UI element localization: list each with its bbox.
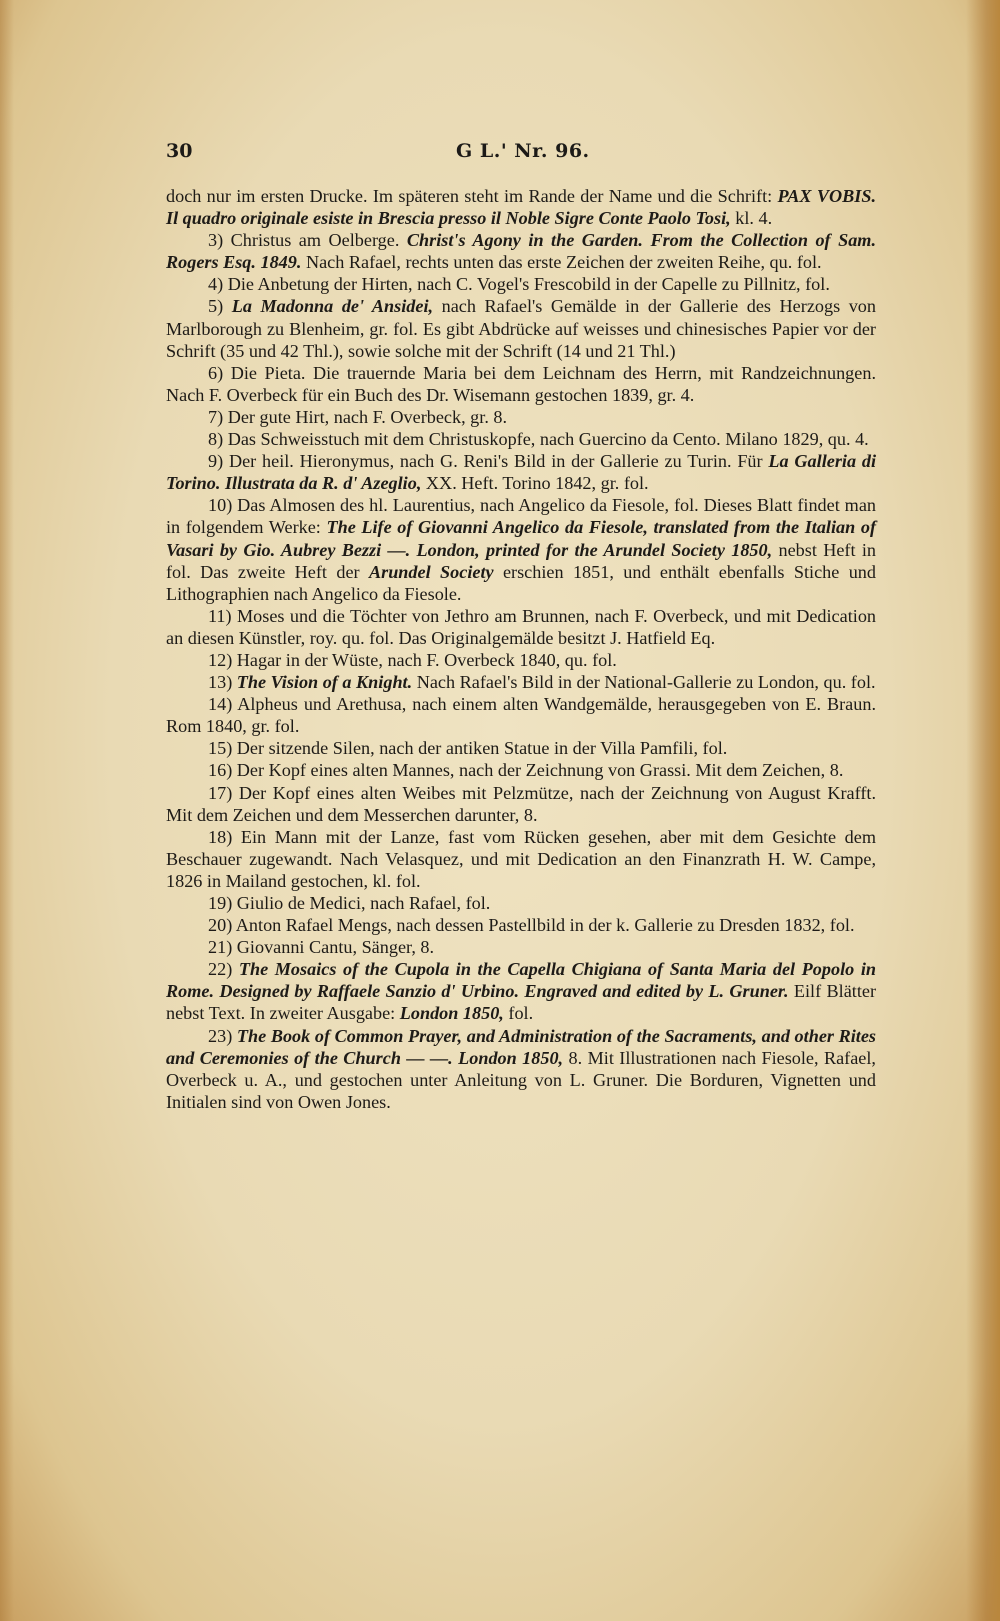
italic-title: The Vision of a Knight. — [236, 672, 413, 693]
text-segment: 19) Giulio de Medici, nach Rafael, fol. — [208, 893, 491, 913]
catalog-entry — [166, 428, 876, 450]
text-segment: 18) Ein Mann mit der Lanze, fast vom Rücken gesehen, aber mit dem Gesichte dem Beschauer zugewandt. Nach Velasquez, und mit Dedication an den Finanzrath H. W. Campe, 1826 in Mailand gestochen, kl. fol. — [166, 826, 876, 891]
text-segment: 16) Der Kopf eines alten Mannes, nach der Zeichnung von Grassi. Mit dem Zeichen, 8. — [208, 760, 844, 781]
text-body — [166, 185, 876, 1113]
catalog-entry — [166, 671, 876, 693]
text-segment: 3) Christus am Oelberge. — [208, 230, 407, 251]
italic-title: The Mosaics of the Cupola in the Capella Chigiana of Santa Maria del Popolo in Rome. Designed by Raffaele Sanzio d' Urbino. Engraved and edited by L. Gruner. — [166, 959, 876, 1002]
text-segment: 13) — [208, 672, 237, 693]
catalog-entry — [166, 936, 876, 958]
catalog-entry — [166, 737, 876, 759]
catalog-entry — [166, 605, 876, 649]
italic-title: Arundel Society — [368, 561, 494, 582]
catalog-entry — [166, 185, 876, 229]
catalog-entry — [166, 892, 876, 914]
text-segment: 17) Der Kopf eines alten Weibes mit Pelzmütze, nach der Zeichnung von August Krafft. Mit dem Zeichen und dem Messerchen darunter, 8. — [166, 782, 876, 825]
running-head — [166, 140, 856, 170]
text-segment: 11) Moses und die Töchter von Jethro am Brunnen, nach F. Overbeck, und mit Dedication an diesen Künstler, roy. qu. fol. Das Originalgemälde besitzt J. Hatfield Eq. — [166, 605, 876, 648]
italic-title: La Galleria di Torino. Illustrata da R. d' Azeglio, — [166, 451, 877, 494]
text-segment: XX. Heft. Torino 1842, gr. fol. — [421, 473, 649, 494]
text-segment: 21) Giovanni Cantu, Sänger, 8. — [208, 937, 435, 958]
italic-title: The Book of Common Prayer, and Administration of the Sacraments, and other Rites and Ceremonies of the Church — —. London 1850, — [166, 1025, 876, 1068]
catalog-entry — [166, 649, 876, 671]
italic-title: Christ's Agony in the Garden. From the Collection of Sam. Rogers Esq. 1849. — [166, 230, 877, 273]
catalog-entry — [166, 273, 876, 295]
page-number: 30 — [166, 140, 193, 162]
catalog-entry — [166, 693, 876, 737]
text-segment: 12) Hagar in der Wüste, nach F. Overbeck 1840, qu. fol. — [208, 649, 617, 670]
catalog-entry — [166, 1025, 876, 1113]
italic-title: La Madonna de' Ansidei, — [231, 296, 434, 317]
catalog-entry — [166, 406, 876, 428]
text-segment: kl. 4. — [730, 208, 773, 229]
text-segment: 8) Das Schweisstuch mit dem Christuskopfe, nach Guercino da Cento. Milano 1829, qu. 4. — [208, 429, 869, 450]
text-segment: 9) Der heil. Hieronymus, nach G. Reni's Bild in der Gallerie zu Turin. Für — [208, 451, 769, 472]
text-segment: 7) Der gute Hirt, nach F. Overbeck, gr. 8. — [208, 406, 508, 427]
italic-title: The Life of Giovanni Angelico da Fiesole, translated from the Italian of Vasari by Gio. Aubrey Bezzi —. London, printed for the Arundel Society 1850, — [166, 517, 877, 560]
catalog-entry — [166, 914, 876, 936]
catalog-entry — [166, 295, 876, 361]
italic-title: PAX VOBIS. Il quadro originale esiste in Brescia presso il Noble Sigre Conte Paolo Tosi, — [166, 186, 876, 229]
page-edge-shadow-right — [966, 0, 1000, 1621]
running-head-title: G L.' Nr. 96. — [456, 140, 590, 162]
text-segment: 10) Das Almosen des hl. Laurentius, nach Angelico da Fiesole, fol. Dieses Blatt findet man in folgendem Werke: — [166, 495, 876, 538]
text-segment: Eilf Blätter nebst Text. In zweiter Ausgabe: — [166, 981, 876, 1024]
text-segment: 22) — [208, 959, 239, 980]
catalog-entry — [166, 229, 876, 273]
text-segment: nebst Heft in fol. Das zweite Heft der — [166, 539, 877, 582]
catalog-entry — [166, 958, 876, 1024]
catalog-entry — [166, 826, 876, 892]
italic-title: London 1850, — [399, 1003, 504, 1024]
text-segment: 14) Alpheus und Arethusa, nach einem alten Wandgemälde, herausgegeben von E. Braun. Rom 1840, gr. fol. — [166, 694, 876, 737]
text-segment: nach Rafael's Gemälde in der Gallerie des Herzogs von Marlborough zu Blenheim, gr. fol. Es gibt Abdrücke auf weisses und chinesisches Papier vor der Schrift (35 und 42 Thl.), sowie solche mit der Schrift (14 und 21 Thl.) — [166, 296, 876, 361]
text-segment: erschien 1851, und enthält ebenfalls Stiche und Lithographien nach Angelico da Fiesole. — [166, 561, 876, 604]
text-segment: doch nur im ersten Drucke. Im späteren steht im Rande der Name und die Schrift: — [166, 186, 778, 206]
catalog-entry — [166, 450, 876, 494]
text-segment: 23) — [208, 1025, 237, 1046]
text-segment: 6) Die Pieta. Die trauernde Maria bei dem Leichnam des Herrn, mit Randzeichnungen. Nach F. Overbeck für ein Buch des Dr. Wisemann gestochen 1839, gr. 4. — [166, 362, 876, 405]
text-segment: 20) Anton Rafael Mengs, nach dessen Pastellbild in der k. Gallerie zu Dresden 1832, fol. — [208, 915, 855, 936]
page-edge-shadow-left — [0, 0, 14, 1621]
catalog-entry — [166, 759, 876, 781]
text-segment: fol. — [503, 1003, 534, 1024]
catalog-entry — [166, 362, 876, 406]
text-segment: Nach Rafael's Bild in der National-Gallerie zu London, qu. fol. — [412, 672, 876, 693]
catalog-entry — [166, 494, 876, 604]
text-segment: 5) — [208, 296, 232, 317]
text-segment: 8. Mit Illustrationen nach Fiesole, Rafael, Overbeck u. A., und gestochen unter Anleitung von L. Gruner. Die Borduren, Vignetten und Initialen sind von Owen Jones. — [166, 1047, 876, 1112]
text-segment: 15) Der sitzende Silen, nach der antiken Statue in der Villa Pamfili, fol. — [208, 738, 728, 759]
text-segment: 4) Die Anbetung der Hirten, nach C. Vogel's Frescobild in der Capelle zu Pillnitz, fol. — [208, 274, 830, 295]
catalog-entry — [166, 782, 876, 826]
text-segment: Nach Rafael, rechts unten das erste Zeichen der zweiten Reihe, qu. fol. — [301, 252, 822, 273]
